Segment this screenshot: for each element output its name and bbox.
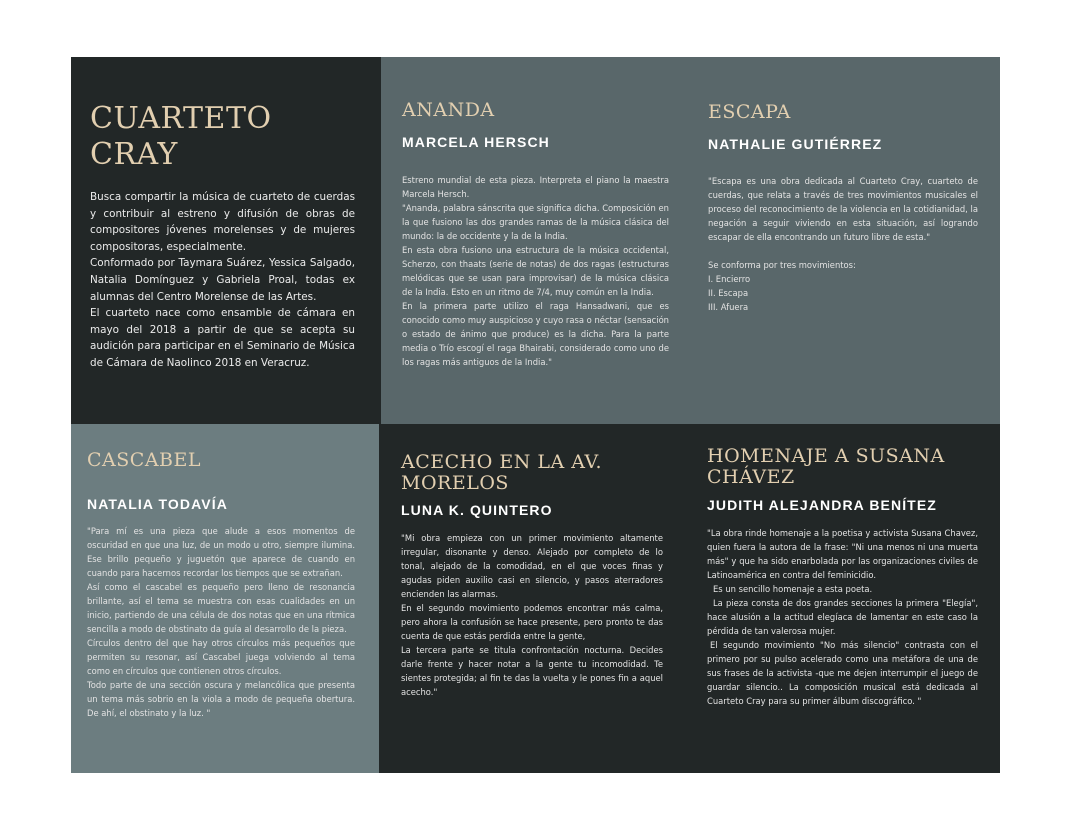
notes-paragraph: En el segundo movimiento podemos encontrar más calma, pero ahora la confusión se hace presente, pero pronto te das cuenta de que estás perdida entre la gente, <box>401 603 663 641</box>
panel-escapa <box>691 57 1000 424</box>
work-title-line2: MORELOS <box>401 472 509 494</box>
notes-paragraph: En esta obra fusiono una estructura de la música occidental, Scherzo, con thaats (serie de notas) de dos ragas (estructuras melódicas que se usan para improvisar) de la música clásica de la India. Esto en un ritmo de 7/4, muy común en la India. <box>402 245 669 297</box>
work-notes <box>402 173 669 369</box>
notes-paragraph: Círculos dentro del que hay otros círculos más pequeños que permiten su resonar, así Cascabel juega volviendo al tema como en círculos que contienen otros círculos. <box>87 638 355 676</box>
work-notes <box>401 531 663 699</box>
composer-name: NATHALIE GUTIÉRREZ <box>708 136 883 152</box>
work-title: ESCAPA <box>708 101 791 123</box>
notes-paragraph: Estreno mundial de esta pieza. Interpreta el piano la maestra Marcela Hersch. <box>402 175 669 199</box>
composer-name: LUNA K. QUINTERO <box>401 502 553 518</box>
movement-item: II. Escapa <box>708 288 749 298</box>
ensemble-paragraph: Conformado por Taymara Suárez, Yessica Salgado, Natalia Domínguez y Gabriela Proal, todas ex alumnas del Centro Morelense de las Artes. <box>90 257 355 303</box>
notes-paragraph: "Escapa es una obra dedicada al Cuarteto Cray, cuarteto de cuerdas, que relata a través de tres movimientos musicales el proceso del reconocimiento de la violencia en la cotidianidad, la negación a seguir viviendo en esta situación, así logrando escapar de ella encontrando un futuro libre de esta." <box>708 176 978 242</box>
work-title <box>401 452 663 494</box>
panel-bottom-right <box>379 424 1000 773</box>
notes-paragraph: Así como el cascabel es pequeño pero lleno de resonancia brillante, así el tema se muestra con esas cualidades en un inicio, partiendo de una célula de dos notas que en una rítmica sencilla a modo de obstinato da guía al desarrollo de la pieza. <box>87 582 355 634</box>
notes-paragraph: Es un sencillo homenaje a esta poeta. <box>713 584 873 594</box>
notes-paragraph: "Para mí es una pieza que alude a esos momentos de oscuridad en que una luz, de un modo u otro, siempre ilumina. Ese brillo pequeño y juguetón que aparece de cuando en cuando para hacernos recordar los tiempos que se extrañan. <box>87 526 355 578</box>
work-title: ANANDA <box>402 99 495 121</box>
ensemble-description <box>90 189 355 372</box>
panel-ananda <box>381 57 691 424</box>
composer-name: JUDITH ALEJANDRA BENÍTEZ <box>707 497 937 513</box>
ensemble-paragraph: Busca compartir la música de cuarteto de cuerdas y contribuir al estreno y difusión de obras de compositores jóvenes morelenses y de mujeres compositoras, especialmente. <box>90 191 355 253</box>
notes-paragraph: "Ananda, palabra sánscrita que significa dicha. Composición en la que fusiono las dos grandes ramas de la música clásica del mundo: la de occidente y la de la India. <box>402 203 669 241</box>
brochure <box>71 57 1000 773</box>
notes-paragraph: En la primera parte utilizo el raga Hansadwani, que es conocido como muy auspicioso y cuyo rasa o néctar (sensación o estado de ánimo que produce) es la dicha. Para la parte media o Trío escogí el raga Bhairabi, considerado como uno de los ragas más antiguos de la India." <box>402 301 669 367</box>
movements-intro: Se conforma por tres movimientos: <box>708 260 856 270</box>
work-notes <box>708 174 978 314</box>
panel-cuarteto-cray <box>71 57 381 424</box>
movement-item: III. Afuera <box>708 302 749 312</box>
composer-name: NATALIA TODAVÍA <box>87 496 228 512</box>
notes-paragraph: El segundo movimiento "No más silencio" contrasta con el primero por su pulso acelerado como una metáfora de una de sus frases de la activista -que me dejen interrumpir el juego de guardar silencio.. La composición musical está dedicada al Cuarteto Cray para su primer álbum discográfico. " <box>707 640 978 706</box>
work-title-line2: CHÁVEZ <box>707 466 795 488</box>
composer-name: MARCELA HERSCH <box>402 134 550 150</box>
panel-homenaje <box>685 424 1000 773</box>
ensemble-title <box>90 101 355 173</box>
ensemble-paragraph: El cuarteto nace como ensamble de cámara en mayo del 2018 a partir de que se acepta su audición para participar en el Seminario de Música de Cámara de Naolinco 2018 en Veracruz. <box>90 307 355 369</box>
notes-paragraph: La pieza consta de dos grandes secciones la primera "Elegía", hace alusión a la actitud elegíaca de lamentar en este caso la pérdida de tan valerosa mujer. <box>707 598 978 636</box>
work-notes <box>707 526 978 708</box>
notes-paragraph: "Mi obra empieza con un primer movimiento altamente irregular, disonante y denso. Alejado por completo de lo tonal, alejado de la comodidad, en el que voces finas y agudas piden auxilio casi en silencio, y pasos aterradores encienden las alarmas. <box>401 533 663 599</box>
panel-cascabel <box>71 424 379 773</box>
work-title: CASCABEL <box>87 449 201 471</box>
movement-item: I. Encierro <box>708 274 751 284</box>
ensemble-title-line1: CUARTETO <box>90 101 272 136</box>
notes-paragraph: La tercera parte se titula confrontación nocturna. Decides darle frente y hacer notar a la gente tu incomodidad. Te sientes protegida; al fin te das la vuelta y le pones fin a aquel acecho." <box>401 645 663 697</box>
panel-acecho <box>379 424 685 773</box>
ensemble-title-line2: CRAY <box>90 137 178 172</box>
notes-paragraph: Todo parte de una sección oscura y melancólica que presenta un tema más sobrio en la viola a modo de pequeña obertura. De ahí, el obstinato y la luz. " <box>87 680 355 718</box>
work-title <box>707 446 978 488</box>
notes-paragraph: "La obra rinde homenaje a la poetisa y activista Susana Chavez, quien fuera la autora de la frase: "Ni una menos ni una muerta más" y que ha sido enarbolada por las organizaciones civiles de Latinoamérica en contra del feminicidio. <box>707 528 978 580</box>
panel-top-right <box>381 57 1000 424</box>
work-title-line1: HOMENAJE A SUSANA <box>707 445 945 467</box>
work-notes <box>87 524 355 720</box>
work-title-line1: ACECHO EN LA AV. <box>401 451 602 473</box>
